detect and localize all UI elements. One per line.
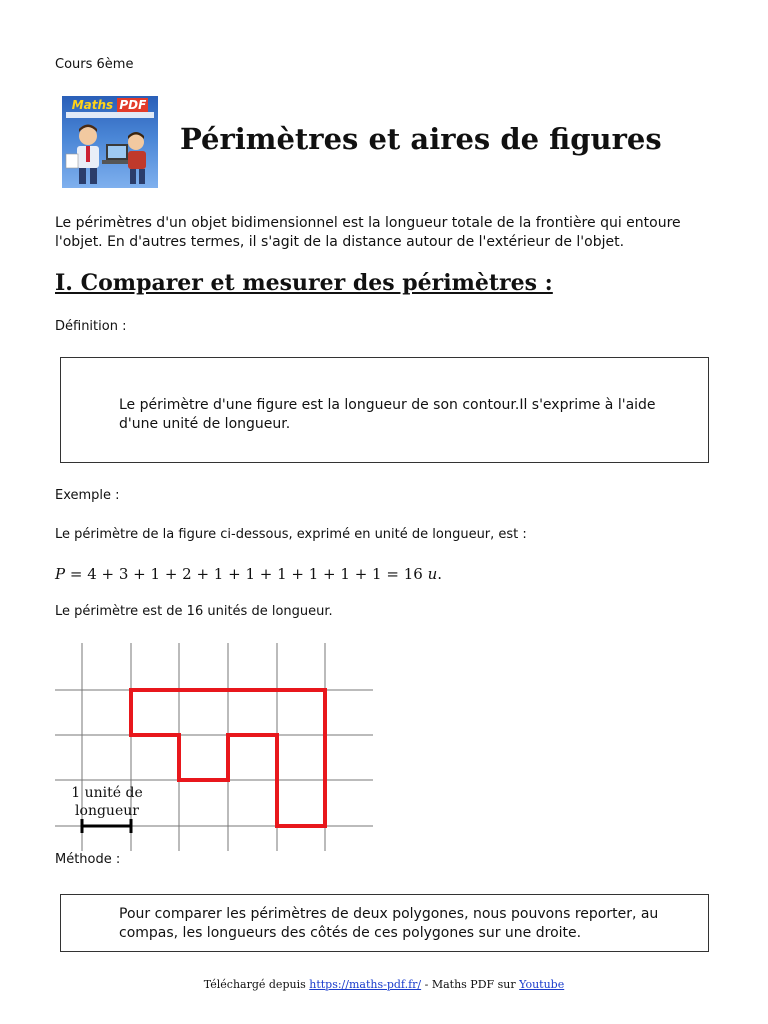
definition-box — [60, 357, 709, 463]
logo-word-pdf: PDF — [119, 98, 147, 112]
footer-prefix: Téléchargé depuis — [203, 978, 310, 991]
perimeter-formula — [55, 565, 442, 583]
method-text: Pour comparer les périmètres de deux polygones, nous pouvons reporter, au compas, les longueurs des côtés de ces polygones sur une droite. — [119, 906, 659, 941]
footer-middle: - Maths PDF sur — [421, 978, 520, 991]
example-label: Exemple : — [55, 488, 120, 503]
page-footer — [0, 978, 768, 991]
unit-label-line1: 1 unité de — [71, 785, 143, 801]
perimeter-figure — [55, 643, 375, 853]
method-box — [60, 894, 709, 952]
site-link[interactable]: https://maths-pdf.fr/ — [309, 978, 422, 991]
logo-illustration-icon — [62, 96, 158, 188]
formula-expression: = 4 + 3 + 1 + 2 + 1 + 1 + 1 + 1 + 1 + 1 = 16 — [69, 565, 423, 583]
section-heading: I. Comparer et mesurer des périmètres : — [55, 270, 553, 296]
logo-word-maths: Maths — [71, 98, 114, 112]
youtube-link[interactable]: Youtube — [519, 978, 565, 991]
formula-end: . — [437, 565, 443, 583]
maths-pdf-logo — [62, 96, 158, 188]
page-title: Périmètres et aires de figures — [180, 122, 662, 156]
method-label: Méthode : — [55, 852, 121, 867]
result-text: Le périmètre est de 16 unités de longueur. — [55, 604, 333, 619]
course-level: Cours 6ème — [55, 57, 134, 72]
intro-paragraph: Le périmètres d'un objet bidimensionnel est la longueur totale de la frontière qui entoure l'objet. En d'autres termes, il s'agit de la distance autour de l'extérieur de l'objet. — [55, 215, 681, 250]
definition-text: Le périmètre d'une figure est la longueur de son contour.Il s'exprime à l'aide d'une unité de longueur. — [119, 397, 656, 432]
unit-label-line2: longueur — [75, 803, 139, 819]
definition-label: Définition : — [55, 319, 127, 334]
formula-variable: P — [55, 565, 66, 583]
formula-unit: u — [427, 565, 438, 583]
unit-scale-bar — [82, 819, 131, 833]
example-text: Le périmètre de la figure ci-dessous, exprimé en unité de longueur, est : — [55, 527, 527, 542]
